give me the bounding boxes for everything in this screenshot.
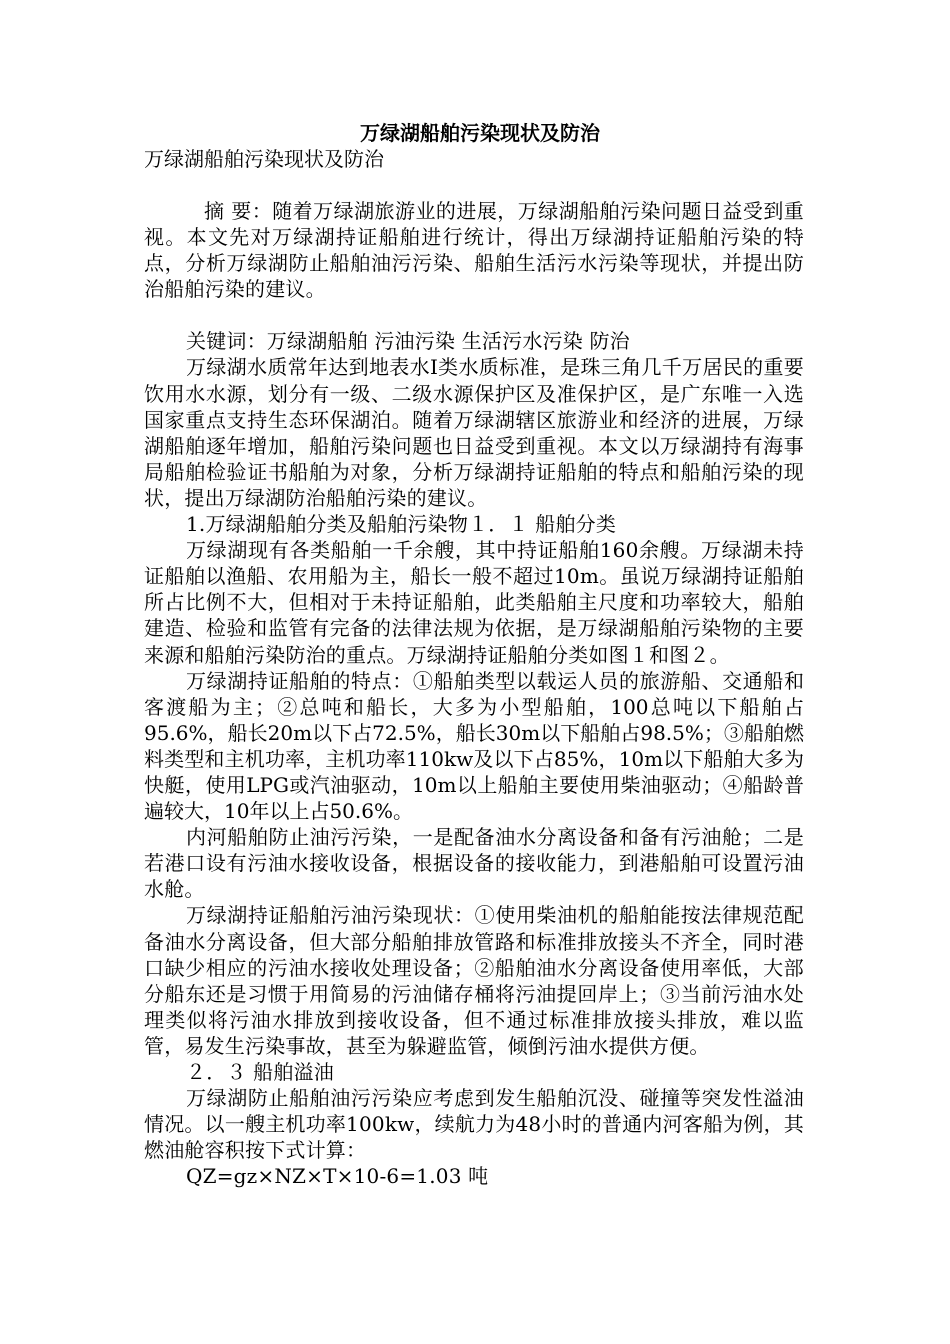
keywords-line: 关键词：万绿湖船舶 污油污染 生活污水污染 防治 (186, 329, 630, 354)
body-paragraph: 内河船舶防止油污污染，一是配备油水分离设备和备有污油舱；二是若港口设有污油水接收设备，根据设备的接收能力，到港船舶可设置污油水舱。 (144, 825, 804, 902)
formula-line: QZ=gz×NZ×T×10-6=1.03 吨 (186, 1164, 489, 1189)
body-paragraph: 万绿湖现有各类船舶一千余艘，其中持证船舶160余艘。万绿湖未持证船舶以渔船、农用船为主，船长一般不超过10m。虽说万绿湖持证船舶所占比例不大，但相对于未持证船舶，此类船舶主尺度和功率较大，船舶建造、检验和监管有完备的法律法规为依据，是万绿湖船舶污染物的主要来源和船舶污染防治的重点。万绿湖持证船舶分类如图１和图２。 (144, 538, 804, 667)
body-paragraph: 万绿湖防止船舶油污污染应考虑到发生船舶沉没、碰撞等突发性溢油情况。以一艘主机功率100kw，续航力为48小时的普通内河客船为例，其燃油舱容积按下式计算： (144, 1086, 804, 1163)
document-body (144, 120, 804, 1189)
section-heading: 1.万绿湖船舶分类及船舶污染物１．１ 船舶分类 (186, 512, 617, 537)
blank-line (144, 172, 804, 198)
body-paragraph: 万绿湖持证船舶污油污染现状：①使用柴油机的船舶能按法律规范配备油水分离设备，但大部分船舶排放管路和标准排放接头不齐全，同时港口缺少相应的污油水接收处理设备；②船舶油水分离设备使用率低，大部分船东还是习惯于用简易的污油储存桶将污油提回岸上；③当前污油水处理类似将污油水排放到接收设备，但不通过标准排放接头排放，难以监管，易发生污染事故，甚至为躲避监管，倾倒污油水提供方便。 (144, 903, 804, 1058)
body-paragraph: 万绿湖水质常年达到地表水Ⅰ类水质标准，是珠三角几千万居民的重要饮用水水源，划分有一级、二级水源保护区及准保护区，是广东唯一入选国家重点支持生态环保湖泊。随着万绿湖辖区旅游业和经济的进展，万绿湖船舶逐年增加，船舶污染问题也日益受到重视。本文以万绿湖持有海事局船舶检验证书船舶为对象，分析万绿湖持证船舶的特点和船舶污染的现状，提出万绿湖防治船舶污染的建议。 (144, 355, 804, 510)
section-heading: ２．３ 船舶溢油 (186, 1060, 334, 1084)
document-title: 万绿湖船舶污染现状及防治 (360, 121, 600, 145)
body-paragraph: 万绿湖持证船舶的特点：①船舶类型以载运人员的旅游船、交通船和客渡船为主；②总吨和船长，大多为小型船舶，100总吨以下船舶占95.6%，船长20m以下占72.5%，船长30m以下船舶占98.5%；③船舶燃料类型和主机功率，主机功率110kw及以下占85%，10m以下船舶大多为快艇，使用LPG或汽油驱动，10m以上船舶主要使用柴油驱动；④船龄普遍较大，10年以上占50.6%。 (144, 668, 804, 824)
blank-line (144, 302, 804, 328)
abstract-paragraph: 摘 要：随着万绿湖旅游业的进展，万绿湖船舶污染问题日益受到重视。本文先对万绿湖持证船舶进行统计，得出万绿湖持证船舶污染的特点，分析万绿湖防止船舶油污污染、船舶生活污水污染等现状，并提出防治船舶污染的建议。 (144, 199, 804, 302)
document-subtitle: 万绿湖船舶污染现状及防治 (144, 147, 384, 171)
